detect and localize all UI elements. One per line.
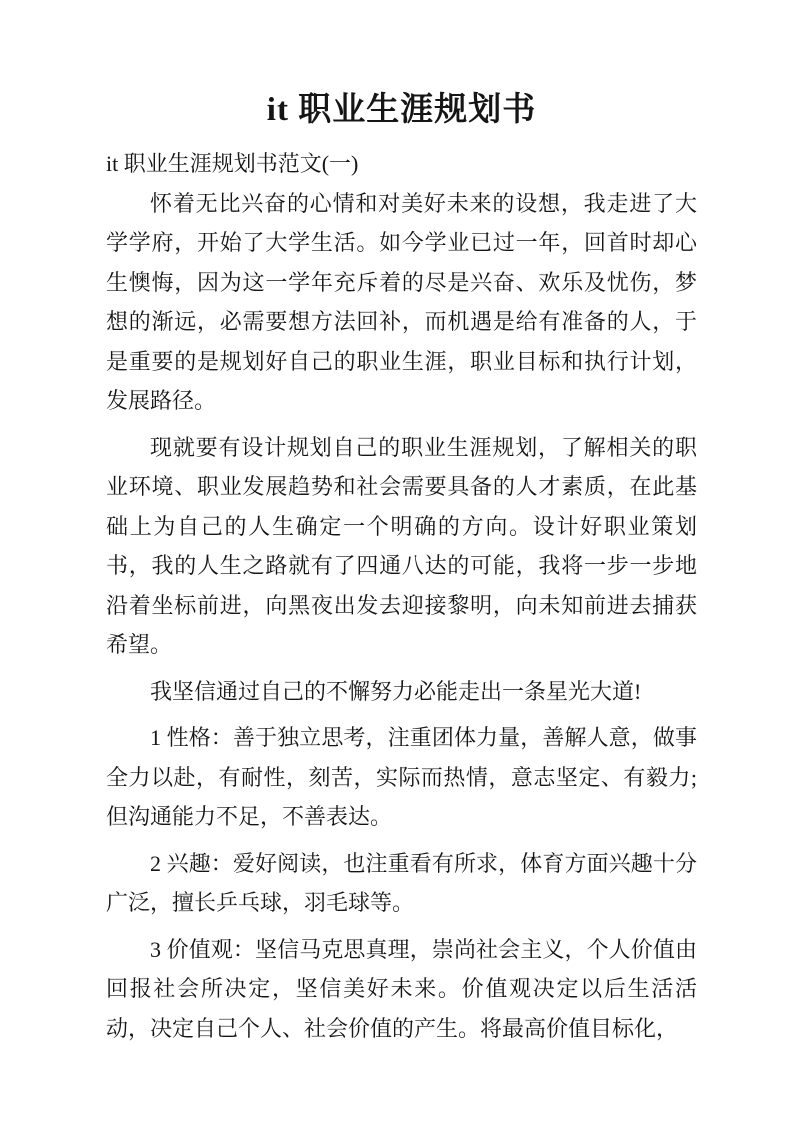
paragraph: 3 价值观：坚信马克思真理，崇尚社会主义，个人价值由回报社会所决定，坚信美好未来。价值观决定以后生活活动，决定自己个人、社会价值的产生。将最高价值目标化， (106, 936, 697, 1041)
paragraph: 我坚信通过自己的不懈努力必能走出一条星光大道! (150, 678, 642, 704)
paragraph: 现就要有设计规划自己的职业生涯规划，了解相关的职业环境、职业发展趋势和社会需要具备的人才素质，在此基础上为自己的人生确定一个明确的方向。设计好职业策划书，我的人生之路就有了四通八达的可能，我将一步一步地沿着坐标前进，向黑夜出发去迎接黎明，向未知前进去捕获希望。 (106, 434, 697, 657)
document-subtitle: it 职业生涯规划书范文(一) (106, 151, 359, 176)
paragraph: 1 性格：善于独立思考，注重团体力量，善解人意，做事全力以赴，有耐性，刻苦，实际而热情，意志坚定、有毅力;但沟通能力不足，不善表达。 (106, 725, 697, 829)
paragraph: 怀着无比兴奋的心情和对美好未来的设想，我走进了大学学府，开始了大学生活。如今学业已过一年，回首时却心生懊悔，因为这一学年充斥着的尽是兴奋、欢乐及忧伤，梦想的渐远，必需要想方法回补，而机遇是给有准备的人，于是重要的是规划好自己的职业生涯，职业目标和执行计划，发展路径。 (106, 190, 697, 413)
document-body (106, 184, 697, 1049)
page-title: it 职业生涯规划书 (266, 92, 537, 128)
paragraph: 2 兴趣：爱好阅读，也注重看有所求，体育方面兴趣十分广泛，擅长乒乓球，羽毛球等。 (106, 850, 697, 915)
